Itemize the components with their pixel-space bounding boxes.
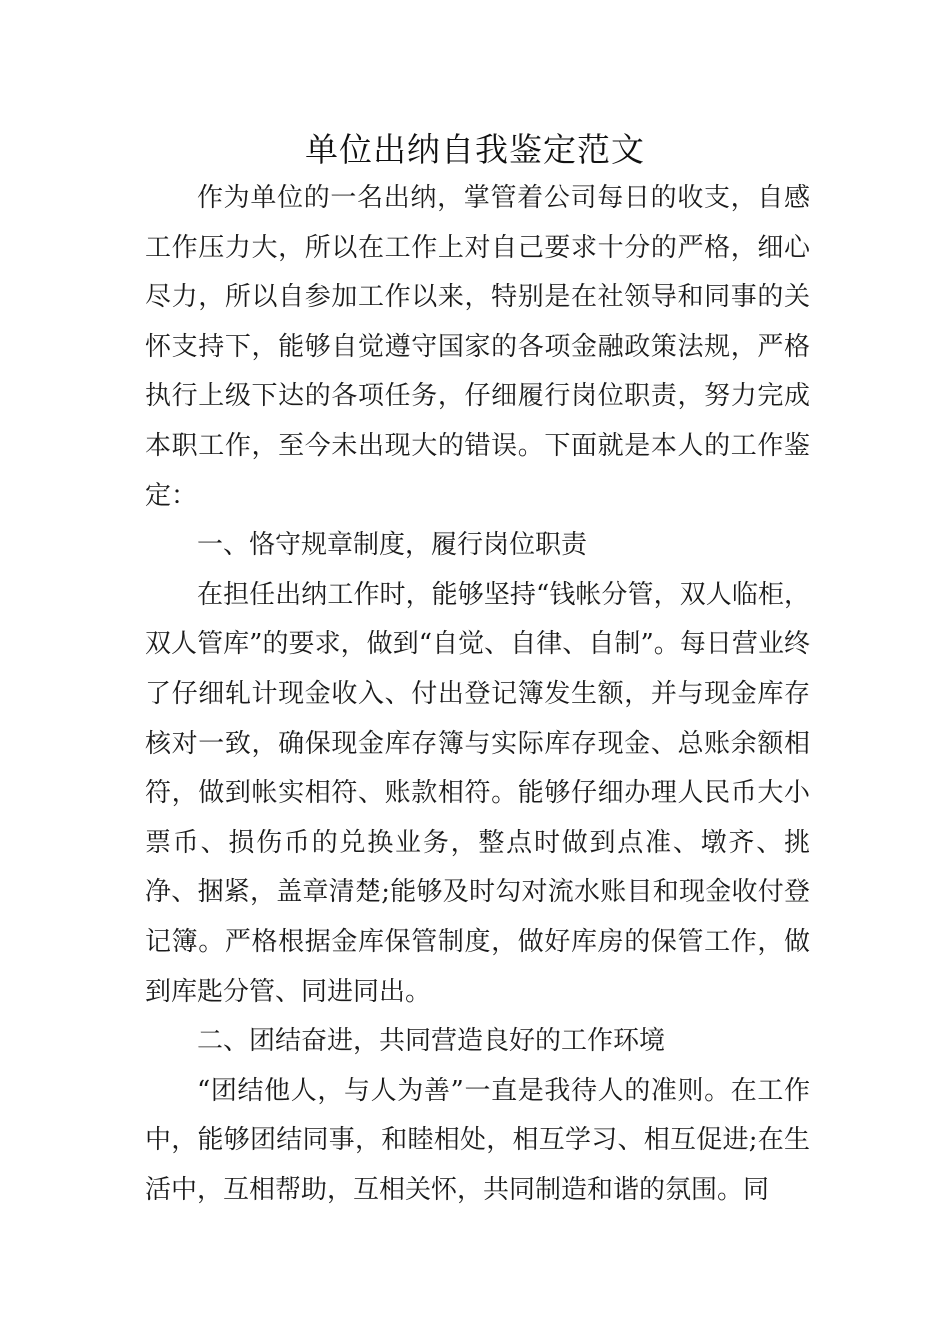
- document-body: [145, 174, 810, 1215]
- document-title: 单位出纳自我鉴定范文: [305, 130, 645, 169]
- paragraph-section-1: 在担任出纳工作时，能够坚持“钱帐分管，双人临柜，双人管库”的要求，做到“自觉、自律、自制”。每日营业终了仔细轧计现金收入、付出登记簿发生额，并与现金库存核对一致，确保现金库存簿与实际库存现金、总账余额相符，做到帐实相符、账款相符。能够仔细办理人民币大小票币、损伤币的兑换业务，整点时做到点准、墩齐、挑净、捆紧，盖章清楚;能够及时勾对流水账目和现金收付登记簿。严格根据金库保管制度，做好库房的保管工作，做到库匙分管、同进同出。: [145, 579, 810, 1007]
- paragraph-intro: 作为单位的一名出纳，掌管着公司每日的收支，自感工作压力大，所以在工作上对自己要求十分的严格，细心尽力，所以自参加工作以来，特别是在社领导和同事的关怀支持下，能够自觉遵守国家的各项金融政策法规，严格执行上级下达的各项任务，仔细履行岗位职责，努力完成本职工作，至今未出现大的错误。下面就是本人的工作鉴定：: [145, 183, 810, 511]
- section-heading-2: 二、团结奋进，共同营造良好的工作环境: [197, 1026, 666, 1057]
- paragraph-section-2: “团结他人，与人为善”一直是我待人的准则。在工作中，能够团结同事，和睦相处，相互学习、相互促进;在生活中，互相帮助，互相关怀，共同制造和谐的氛围。同: [145, 1075, 810, 1205]
- section-heading-1: 一、恪守规章制度，履行岗位职责: [197, 530, 588, 561]
